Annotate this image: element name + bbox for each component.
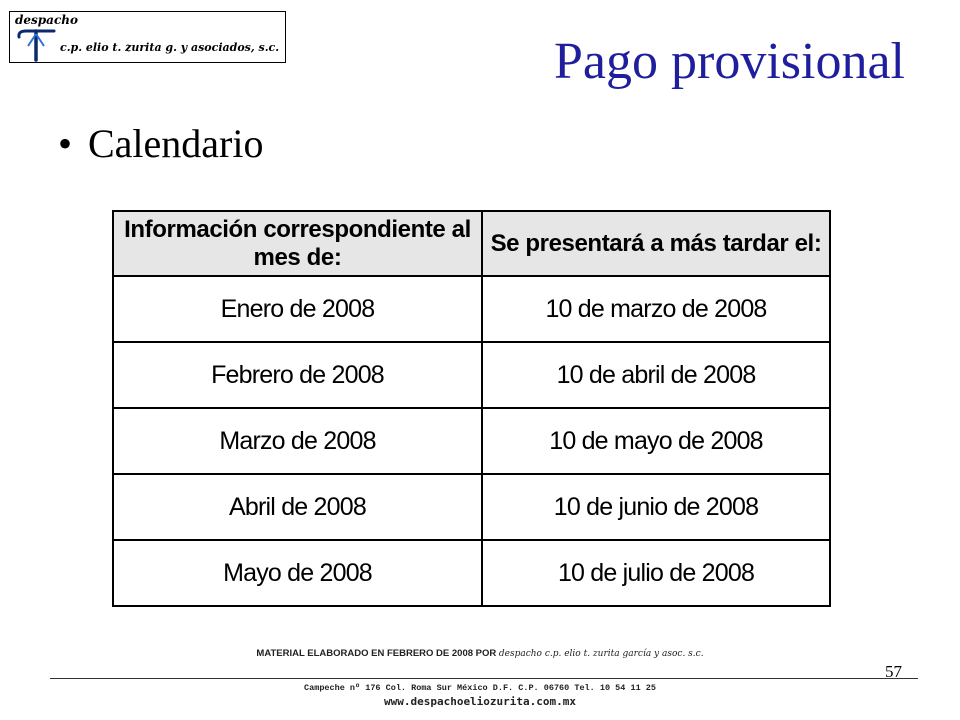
- deadline-cell: 10 de mayo de 2008: [482, 408, 830, 474]
- month-cell: Mayo de 2008: [113, 540, 482, 606]
- deadline-cell: 10 de abril de 2008: [482, 342, 830, 408]
- footer-author: despacho c.p. elio t. zurita garcía y asoc. s.c.: [498, 649, 704, 659]
- table-row: [113, 540, 830, 606]
- table-row: [113, 474, 830, 540]
- deadline-cell: 10 de julio de 2008: [482, 540, 830, 606]
- header-deadline: Se presentará a más tardar el:: [482, 211, 830, 276]
- table-row: [113, 276, 830, 342]
- logo-tagline: c.p. elio t. zurita g. y asociados, s.c.: [60, 41, 280, 54]
- footer-divider: [50, 678, 918, 679]
- footer-address: Campeche nº 176 Col. Roma Sur México D.F. C.P. 06760 Tel. 10 54 11 25: [304, 683, 656, 693]
- deadline-cell: 10 de marzo de 2008: [482, 276, 830, 342]
- footer-material-text: MATERIAL ELABORADO EN FEBRERO DE 2008 POR: [256, 648, 497, 659]
- table-row: [113, 408, 830, 474]
- footer-website: www.despachoeliozurita.com.mx: [383, 695, 577, 708]
- page-number: 57: [885, 662, 902, 681]
- table-header-row: [113, 211, 830, 276]
- bullet-dot-icon: •: [58, 121, 73, 166]
- month-cell: Marzo de 2008: [113, 408, 482, 474]
- bullet-text: Calendario: [88, 121, 264, 166]
- company-logo: [9, 11, 286, 63]
- table-row: [113, 342, 830, 408]
- logo-brand-text: despacho: [15, 13, 78, 27]
- logo-t-mark-icon: [14, 28, 58, 62]
- payment-calendar-table: [112, 210, 831, 607]
- footer-credit: [0, 648, 960, 659]
- month-cell: Enero de 2008: [113, 276, 482, 342]
- deadline-cell: 10 de junio de 2008: [482, 474, 830, 540]
- month-cell: Abril de 2008: [113, 474, 482, 540]
- header-month: Información correspondiente al mes de:: [113, 211, 482, 276]
- month-cell: Febrero de 2008: [113, 342, 482, 408]
- slide-title: Pago provisional: [554, 33, 905, 90]
- bullet-item: [58, 121, 264, 166]
